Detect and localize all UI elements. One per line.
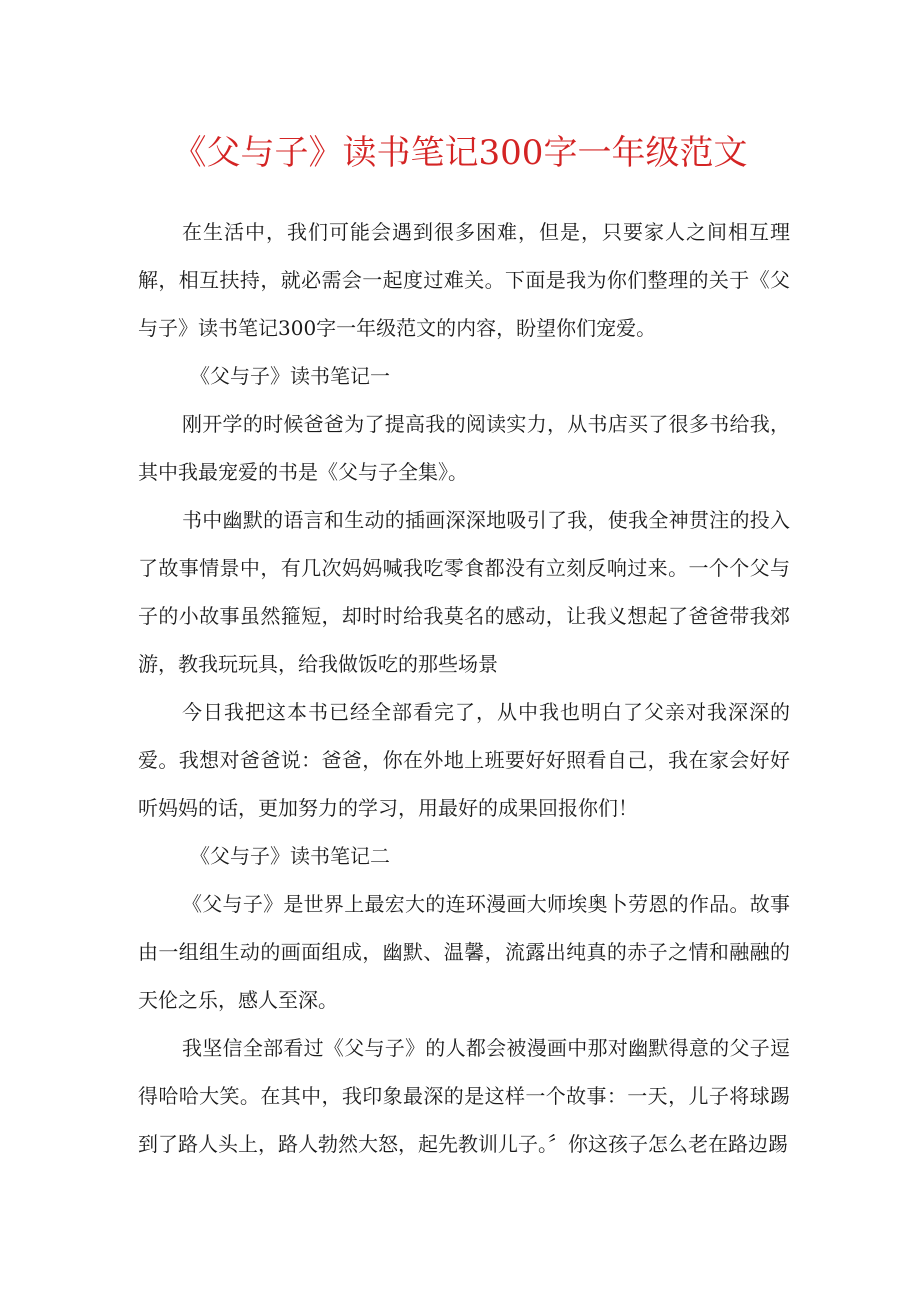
paragraph: 在生活中，我们可能会遇到很多困难，但是，只要家人之间相互理解，相互扶持，就必需会一起度过难关。下面是我为你们整理的关于《父与子》读书笔记300字一年级范文的内容，盼望你们宠爱。 (138, 220, 790, 340)
paragraph: 刚开学的时候爸爸为了提高我的阅读实力，从书店买了很多书给我，其中我最宠爱的书是《父与子全集》。 (138, 412, 790, 484)
section-heading: 《父与子》读书笔记二 (190, 844, 390, 868)
paragraph: 书中幽默的语言和生动的插画深深地吸引了我，使我全神贯注的投入了故事情景中，有几次妈妈喊我吃零食都没有立刻反响过来。一个个父与子的小故事虽然箍短，却时时给我莫名的感动，让我义想起了爸爸带我郊游，教我玩玩具，给我做饭吃的那些场景 (138, 508, 790, 676)
document-body (138, 208, 790, 1168)
paragraph: 《父与子》是世界上最宏大的连环漫画大师埃奥卜劳恩的作品。故事由一组组生动的画面组成，幽默、温馨，流露出纯真的赤子之情和融融的天伦之乐，感人至深。 (138, 892, 790, 1012)
paragraph: 今日我把这本书已经全部看完了，从中我也明白了父亲对我深深的爱。我想对爸爸说：爸爸，你在外地上班要好好照看自己，我在家会好好听妈妈的话，更加努力的学习，用最好的成果回报你们！ (138, 700, 790, 820)
section-heading: 《父与子》读书笔记一 (190, 364, 390, 388)
document-title: 《父与子》读书笔记300字一年级范文 (172, 133, 748, 173)
paragraph: 我坚信全部看过《父与子》的人都会被漫画中那对幽默得意的父子逗得哈哈大笑。在其中，我印象最深的是这样一个故事：一天，儿子将球踢到了路人头上，路人勃然大怒，起先教训儿子。〞你这孩子怎么老在路边踢 (138, 1036, 790, 1156)
